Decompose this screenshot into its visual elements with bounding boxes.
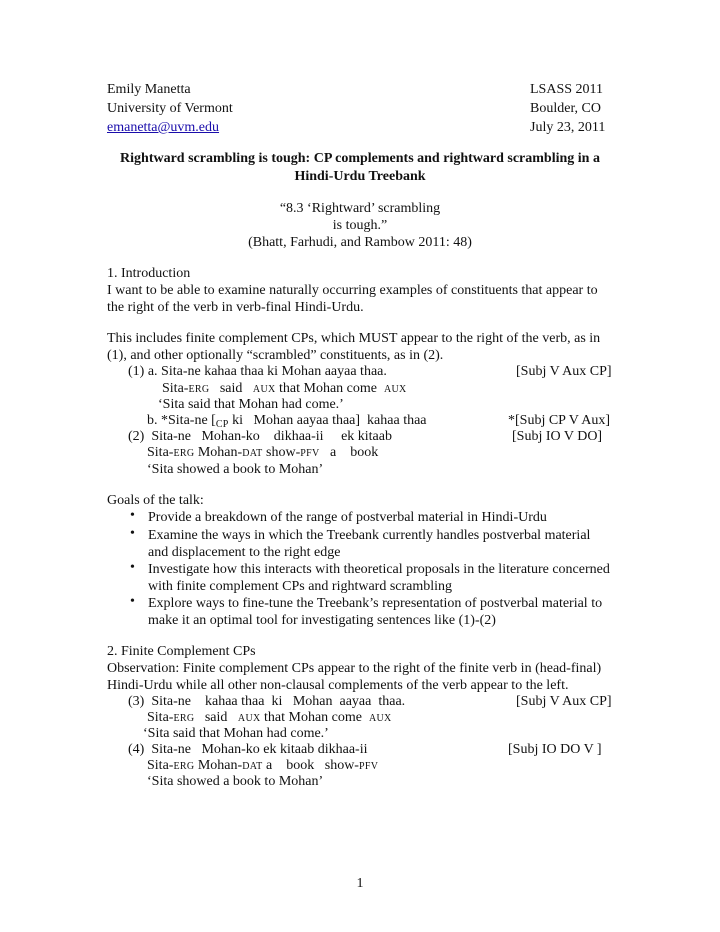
goal-item-4-line1: Explore ways to fine-tune the Treebank’s representation of postverbal material to <box>148 596 603 611</box>
observation-line2: Hindi-Urdu while all other non-clausal complements of the verb appear to the left. <box>107 678 569 693</box>
observation-line1: Observation: Finite complement CPs appear to the right of the finite verb in (head-final) <box>107 661 602 676</box>
goal-item-4-line2: make it an optimal tool for investigating sentences like (1)-(2) <box>148 613 496 628</box>
example-1a-structure-tag: [Subj V Aux CP] <box>516 364 612 379</box>
intro-paragraph1-line1: I want to be able to examine naturally occurring examples of constituents that appear to <box>107 283 598 298</box>
example-2-structure-tag: [Subj IO V DO] <box>512 429 603 444</box>
conference-location: Boulder, CO <box>530 101 601 116</box>
paper-title-line1: Rightward scrambling is tough: CP complements and rightward scrambling in a <box>120 151 600 166</box>
goals-heading: Goals of the talk: <box>107 493 204 508</box>
example-4-structure-tag: [Subj IO DO V ] <box>508 742 602 757</box>
author-name: Emily Manetta <box>107 82 191 97</box>
goal-item-2-line2: and displacement to the right edge <box>148 545 341 560</box>
epigraph-citation: (Bhatt, Farhudi, and Rambow 2011: 48) <box>248 235 472 250</box>
example-2-text: (2) Sita-ne Mohan-ko dikhaa-ii ek kitaab <box>128 429 392 444</box>
example-4-translation: ‘Sita showed a book to Mohan’ <box>147 774 324 789</box>
example-1a-translation: ‘Sita said that Mohan had come.’ <box>158 397 344 412</box>
author-email-link[interactable]: emanetta@uvm.edu <box>107 120 220 135</box>
epigraph-line1: “8.3 ‘Rightward’ scrambling <box>279 201 441 216</box>
example-1a-text: (1) a. Sita-ne kahaa thaa ki Mohan aayaa thaa. <box>128 364 387 379</box>
example-3-gloss: Sita-ERG said AUX that Mohan come AUX <box>147 710 392 725</box>
bullet-icon: • <box>130 594 135 609</box>
bullet-icon: • <box>130 526 135 541</box>
example-1a-gloss: Sita-ERG said AUX that Mohan come AUX <box>162 381 407 396</box>
section-heading-introduction: 1. Introduction <box>107 266 191 281</box>
goal-item-3-line2: with finite complement CPs and rightward scrambling <box>148 579 453 594</box>
intro-paragraph1-line2: the right of the verb in verb-final Hindi-Urdu. <box>107 300 364 315</box>
page-number: 1 <box>356 876 364 891</box>
goal-item-2-line1: Examine the ways in which the Treebank currently handles postverbal material <box>148 528 591 543</box>
example-3-translation: ‘Sita said that Mohan had come.’ <box>143 726 329 741</box>
bullet-icon: • <box>130 560 135 575</box>
conference-name: LSASS 2011 <box>530 82 604 97</box>
intro-paragraph2-line2: (1), and other optionally “scrambled” constituents, as in (2). <box>107 348 444 363</box>
author-affiliation: University of Vermont <box>107 101 233 116</box>
epigraph-line2: is tough.” <box>332 218 388 233</box>
bullet-icon: • <box>130 508 135 523</box>
example-3-structure-tag: [Subj V Aux CP] <box>516 694 612 709</box>
example-2-translation: ‘Sita showed a book to Mohan’ <box>147 462 324 477</box>
example-1b-structure-tag: *[Subj CP V Aux] <box>508 413 611 428</box>
example-2-gloss: Sita-ERG Mohan-DAT show-PFV a book <box>147 445 379 460</box>
example-3-text: (3) Sita-ne kahaa thaa ki Mohan aayaa thaa. <box>128 694 406 709</box>
section-heading-finite-complement: 2. Finite Complement CPs <box>107 644 256 659</box>
goal-item-3-line1: Investigate how this interacts with theoretical proposals in the literature concerned <box>148 562 610 577</box>
goal-item-1: Provide a breakdown of the range of postverbal material in Hindi-Urdu <box>148 510 547 525</box>
intro-paragraph2-line1: This includes finite complement CPs, which MUST appear to the right of the verb, as in <box>107 331 601 346</box>
example-1b-text: b. *Sita-ne [$_{CP}$ ki Mohan aayaa thaa] kahaa thaa <box>147 413 427 430</box>
example-4-gloss: Sita-ERG Mohan-DAT a book show-PFV <box>147 758 379 773</box>
paper-title-line2: Hindi-Urdu Treebank <box>294 169 426 184</box>
conference-date: July 23, 2011 <box>530 120 606 135</box>
example-4-text: (4) Sita-ne Mohan-ko ek kitaab dikhaa-ii <box>128 742 368 757</box>
